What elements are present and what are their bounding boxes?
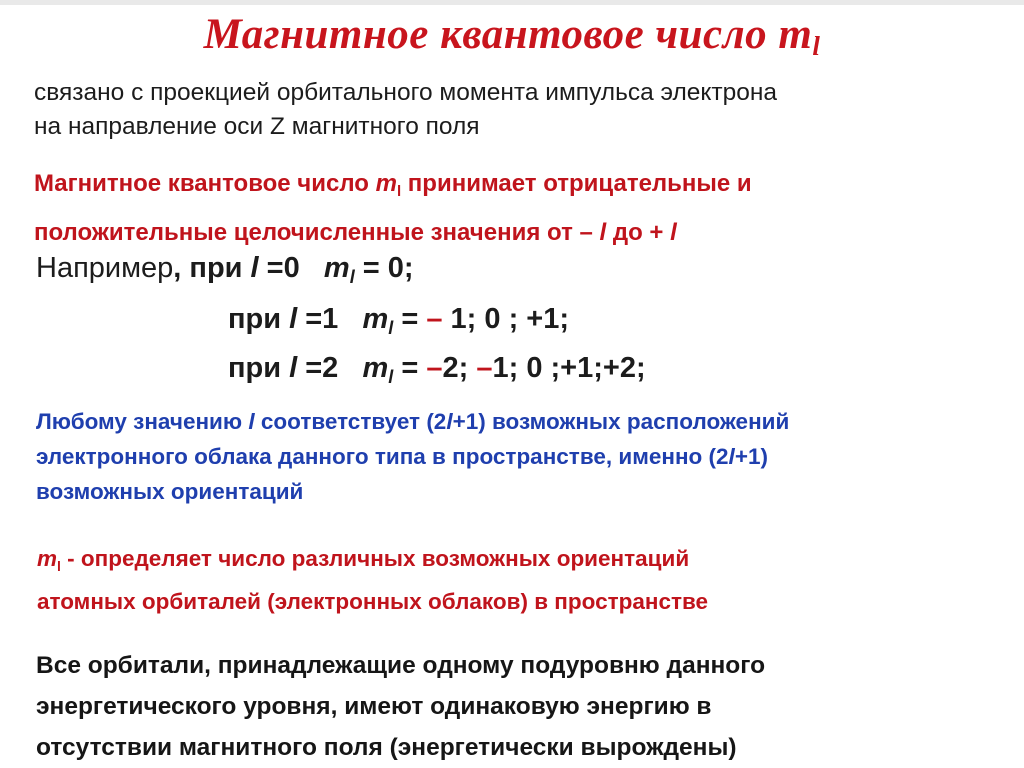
example-values: 2; xyxy=(442,352,477,384)
example-values: 0; xyxy=(387,252,414,284)
example-m-subscript: l xyxy=(388,367,394,387)
example-comma: , xyxy=(173,252,182,284)
orientations-line-1 xyxy=(36,404,789,439)
orientations-line-2 xyxy=(36,439,789,474)
defines-line-1 xyxy=(37,541,708,584)
orient-l-2: l xyxy=(446,409,453,434)
range-l-min: l xyxy=(599,219,607,246)
example-minus-2: – xyxy=(476,352,493,384)
example-lead: Например xyxy=(36,252,174,284)
orient-text-b: соответствует (2 xyxy=(254,409,447,434)
range-l-max: l xyxy=(670,219,677,246)
example-m-subscript: l xyxy=(349,267,355,287)
defines-text-a: - определяет число различных возможных ориентаций xyxy=(60,546,690,571)
intro-text xyxy=(34,76,777,144)
example-minus: – xyxy=(426,352,443,384)
ml-subscript: l xyxy=(396,183,402,200)
example-equals: = xyxy=(393,303,427,335)
orient-text-e: +1) xyxy=(734,444,768,469)
top-border xyxy=(0,0,1024,5)
example-pri: при xyxy=(228,303,290,335)
example-l: l xyxy=(289,303,298,335)
orient-text-a: Любому значению xyxy=(36,409,249,434)
range-text-c: положительные целочисленные значения от xyxy=(34,219,580,246)
example-l-value: =2 xyxy=(297,352,339,384)
example-minus: – xyxy=(426,303,443,335)
example-row-2 xyxy=(228,352,646,388)
degenerate-line-2: энергетического уровня, имеют одинаковую энергию в xyxy=(36,693,712,720)
range-statement xyxy=(34,163,752,253)
range-line-2 xyxy=(34,212,752,253)
degenerate-statement xyxy=(36,645,765,768)
example-pri: при xyxy=(189,252,251,284)
orientations-line-3: возможных ориентаций xyxy=(36,479,304,504)
degenerate-line-3: отсутствии магнитного поля (энергетически вырождены) xyxy=(36,734,737,761)
range-text-mid: до + xyxy=(606,219,671,246)
defines-statement xyxy=(37,541,708,619)
example-l: l xyxy=(250,252,259,284)
example-m: m xyxy=(362,352,389,384)
example-pri: при xyxy=(228,352,290,384)
orientations-statement xyxy=(36,404,789,509)
example-equals: = xyxy=(393,352,427,384)
defines-m-subscript: l xyxy=(57,558,61,574)
example-l: l xyxy=(289,352,298,384)
example-row-0 xyxy=(36,252,414,288)
example-values-2: 1; 0 ;+1;+2; xyxy=(492,352,646,384)
orient-l-3: l xyxy=(728,444,735,469)
example-row-1 xyxy=(228,303,569,339)
range-line-1 xyxy=(34,163,752,212)
example-m: m xyxy=(323,252,350,284)
range-dash: – xyxy=(579,219,593,246)
range-text-a: Магнитное квантовое число xyxy=(34,170,376,197)
example-l-value: =1 xyxy=(297,303,339,335)
example-equals: = xyxy=(354,252,388,284)
degenerate-line-1: Все орбитали, принадлежащие одному подуровню данного xyxy=(36,652,766,679)
defines-line-2: атомных орбиталей (электронных облаков) в пространстве xyxy=(37,589,709,614)
example-values: 1; 0 ; +1; xyxy=(442,303,570,335)
title-text: Магнитное квантовое число m xyxy=(203,11,813,58)
title-subscript: l xyxy=(812,31,821,61)
slide-title xyxy=(0,10,1024,62)
example-l-value: =0 xyxy=(258,252,300,284)
orient-l: l xyxy=(248,409,255,434)
orient-text-c: +1) возможных расположений xyxy=(452,409,790,434)
orient-text-d: электронного облака данного типа в пространстве, именно (2 xyxy=(36,444,729,469)
ml-symbol: m xyxy=(375,170,397,197)
range-text-b: принимает отрицательные и xyxy=(401,170,752,197)
intro-line-2: на направление оси Z магнитного поля xyxy=(34,113,480,140)
example-m-subscript: l xyxy=(388,318,394,338)
intro-line-1: связано с проекцией орбитального момента импульса электрона xyxy=(34,79,778,106)
defines-m: m xyxy=(37,546,58,571)
example-m: m xyxy=(362,303,389,335)
